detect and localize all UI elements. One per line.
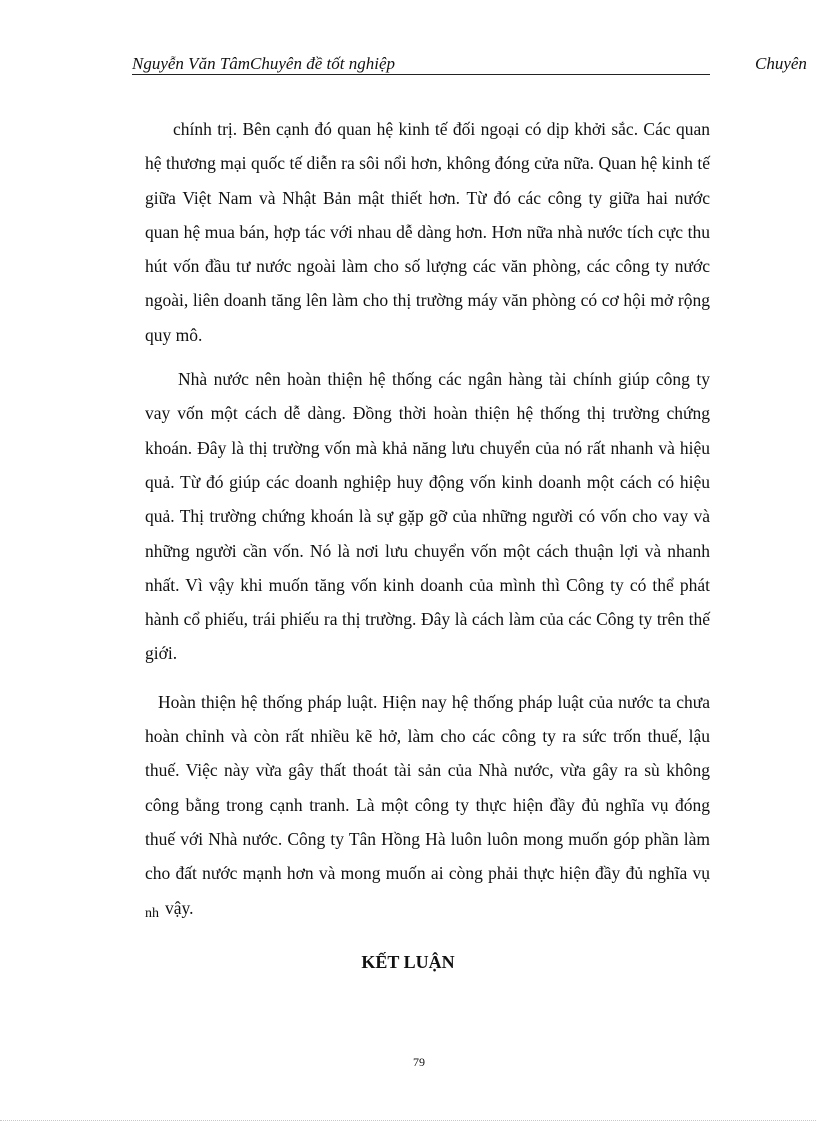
footer-divider bbox=[0, 1120, 816, 1121]
document-body bbox=[145, 112, 710, 931]
paragraph-3 bbox=[145, 685, 710, 931]
paragraph-3-text: Hoàn thiện hệ thống pháp luật. Hiện nay hệ thống pháp luật của nước ta chưa hoàn chỉnh và còn rất nhiều kẽ hở, làm cho các công ty ra sức trốn thuế, lậu thuế. Việc này vừa gây thất thoát tài sản của Nhà nước, vừa gây ra sù không công bằng trong cạnh tranh. Là một công ty thực hiện đầy đủ nghĩa vụ đóng thuế với Nhà nước. Công ty Tân Hồng Hà luôn luôn mong muốn góp phần làm cho đất nước mạnh hơn và mong muốn ai còng phải thực hiện đầy đủ nghĩa vụ bbox=[145, 691, 710, 884]
section-heading: KẾT LUẬN bbox=[361, 952, 455, 972]
header-right-text: Chuyên bbox=[755, 54, 807, 73]
paragraph-3-small-text: nh bbox=[145, 905, 159, 921]
page-header bbox=[132, 52, 710, 75]
header-left-text: Nguyễn Văn TâmChuyên đề tốt nghiệp bbox=[132, 54, 395, 73]
paragraph-1: chính trị. Bên cạnh đó quan hệ kinh tế đối ngoại có dịp khởi sắc. Các quan hệ thương mại quốc tế diễn ra sôi nổi hơn, không đóng cửa nữa. Quan hệ kinh tế giữa Việt Nam và Nhật Bản mật thiết hơn. Từ đó các công ty giữa hai nước quan hệ mua bán, hợp tác với nhau dễ dàng hơn. Hơn nữa nhà nước tích cực thu hút vốn đầu tư nước ngoài làm cho số lượng các văn phòng, các công ty nước ngoài, liên doanh tăng lên làm cho thị trường máy văn phòng có cơ hội mở rộng quy mô. bbox=[145, 119, 710, 345]
paragraph-3-tail: vậy. bbox=[165, 897, 194, 918]
page-number: 79 bbox=[413, 1055, 425, 1069]
paragraph-2: Nhà nước nên hoàn thiện hệ thống các ngân hàng tài chính giúp công ty vay vốn một cách dễ dàng. Đồng thời hoàn thiện hệ thống thị trường chứng khoán. Đây là thị trường vốn mà khả năng lưu chuyển của nó rất nhanh và hiệu quả. Từ đó giúp các doanh nghiệp huy động vốn kinh doanh một cách có hiệu quả. Thị trường chứng khoán là sự gặp gỡ của những người có vốn cho vay và những người cần vốn. Nó là nơi lưu chuyển vốn một cách thuận lợi và nhanh nhất. Vì vậy khi muốn tăng vốn kinh doanh của mình thì Công ty có thể phát hành cổ phiếu, trái phiếu ra thị trường. Đây là cách làm của các Công ty trên thế giới. bbox=[145, 369, 710, 664]
